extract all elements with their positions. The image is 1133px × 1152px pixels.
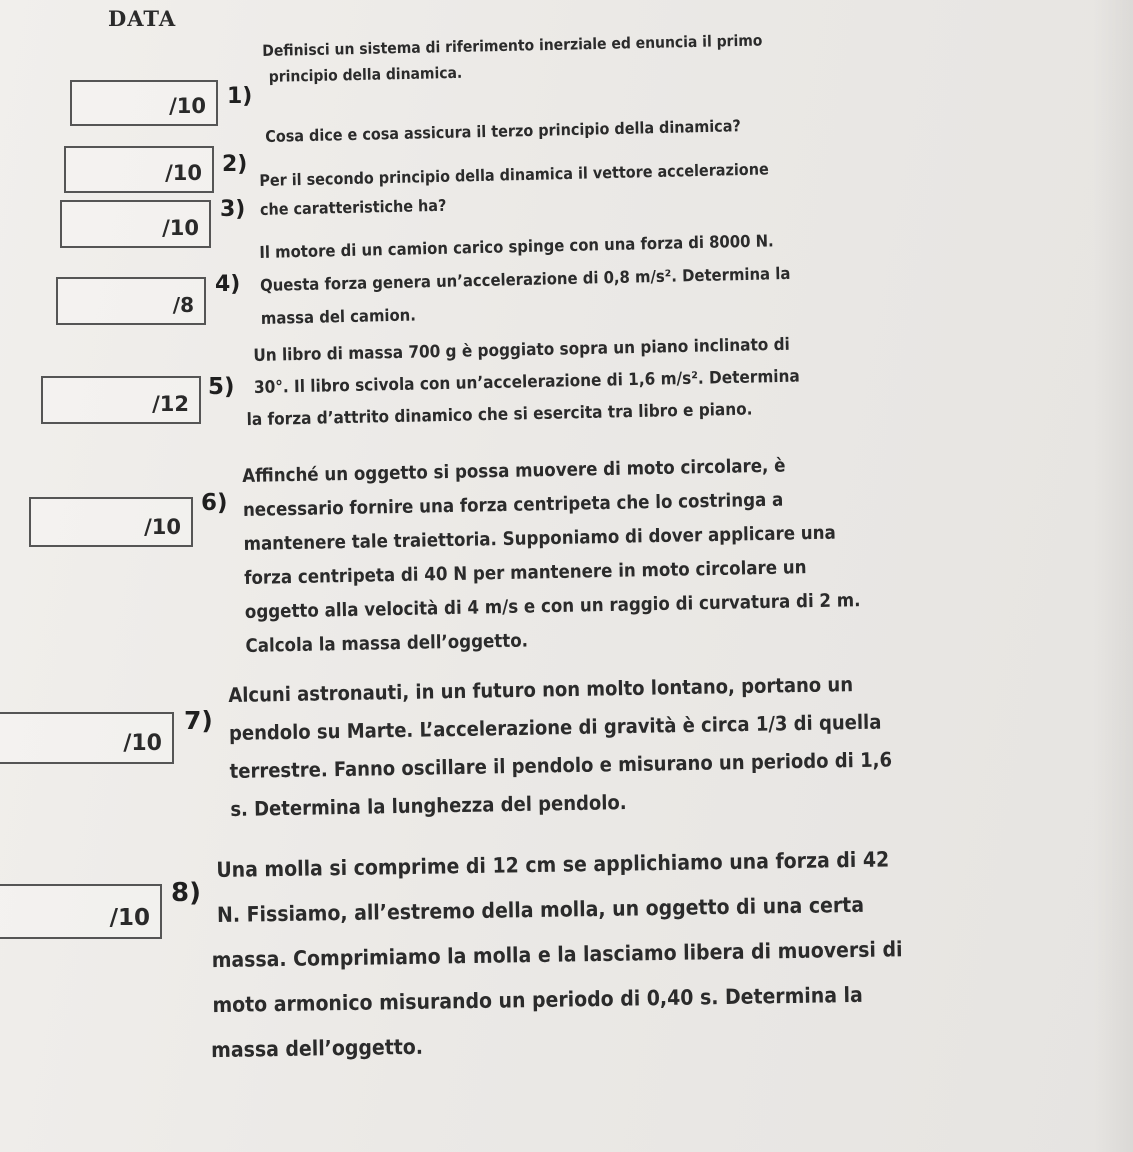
score-label-q3: /10	[162, 216, 199, 240]
q8-line-4: moto armonico misurando un periodo di 0,40 s. Determina la	[212, 982, 863, 1018]
question-text-q1	[262, 28, 763, 90]
q6-line-2: necessario fornire una forza centripeta che lo costringa a	[242, 489, 784, 521]
question-text-q7	[228, 664, 893, 828]
q5-line-2: 30°. Il libro scivola con un’accelerazione di 1,6 m/s². Determina	[253, 366, 800, 398]
score-box-q6[interactable]	[29, 497, 193, 547]
q6-line-3: mantenere tale traiettoria. Supponiamo di dover applicare una	[243, 522, 836, 555]
question-text-q8	[210, 837, 904, 1073]
q4-line-1: Il motore di un camion carico spinge con una forza di 8000 N.	[259, 231, 774, 262]
q6-line-4: forza centripeta di 40 N per mantenere in moto circolare un	[244, 557, 807, 589]
q2-line-1: Cosa dice e cosa assicura il terzo principio della dinamica?	[265, 116, 741, 146]
score-label-q6: /10	[144, 515, 181, 539]
question-number-q3: 3)	[220, 197, 246, 222]
score-label-q2: /10	[165, 161, 202, 185]
score-box-q4[interactable]	[56, 277, 206, 325]
score-box-q5[interactable]	[41, 376, 201, 424]
q1-line-1: Definisci un sistema di riferimento inerziale ed enuncia il primo	[262, 31, 763, 60]
q5-line-3: la forza d’attrito dinamico che si esercita tra libro e piano.	[246, 399, 753, 431]
q7-line-4: s. Determina la lunghezza del pendolo.	[230, 790, 627, 821]
question-number-q1: 1)	[227, 84, 253, 109]
score-label-q8: /10	[109, 905, 150, 931]
q6-line-5: oggetto alla velocità di 4 m/s e con un raggio di curvatura di 2 m.	[244, 590, 861, 623]
score-box-q2[interactable]	[64, 146, 214, 193]
question-text-q4	[259, 224, 791, 335]
q3-line-2: che caratteristiche ha?	[259, 195, 447, 219]
score-label-q1: /10	[169, 94, 206, 118]
score-label-q4: /8	[172, 293, 194, 317]
q4-line-2: Questa forza genera un’accelerazione di 0,8 m/s². Determina la	[259, 263, 791, 295]
question-number-q4: 4)	[215, 272, 241, 297]
q8-line-3: massa. Comprimiamo la molla e la lasciamo libera di muoversi di	[211, 937, 903, 973]
q7-line-2: pendolo su Marte. L’accelerazione di gravità è circa 1/3 di quella	[228, 709, 882, 745]
score-label-q5: /12	[152, 392, 189, 416]
question-text-q5	[246, 329, 801, 436]
question-text-q3	[259, 154, 770, 224]
q6-line-1: Affinché un oggetto si possa muovere di moto circolare, è	[242, 455, 786, 487]
q8-line-1: Una molla si comprime di 12 cm se applichiamo una forza di 42	[216, 847, 890, 882]
q4-line-3: massa del camion.	[260, 305, 417, 328]
question-number-q2: 2)	[222, 152, 248, 177]
q8-line-5: massa dell’oggetto.	[210, 1034, 424, 1063]
q3-line-1: Per il secondo principio della dinamica il vettore accelerazione	[259, 159, 769, 190]
question-text-q2	[265, 113, 741, 150]
q1-line-2: principio della dinamica.	[268, 63, 463, 86]
q6-line-6: Calcola la massa dell’oggetto.	[245, 630, 529, 657]
question-number-q6: 6)	[201, 490, 228, 516]
score-box-q3[interactable]	[60, 200, 211, 248]
question-text-q6	[242, 448, 861, 664]
question-number-q7: 7)	[184, 706, 213, 735]
q7-line-3: terrestre. Fanno oscillare il pendolo e misurano un periodo di 1,6	[229, 747, 893, 783]
score-label-q7: /10	[123, 731, 162, 756]
q7-line-1: Alcuni astronauti, in un futuro non molto lontano, portano un	[228, 672, 854, 707]
score-box-q1[interactable]	[70, 80, 218, 126]
question-number-q5: 5)	[208, 374, 235, 400]
question-number-q8: 8)	[171, 878, 201, 908]
score-box-q8[interactable]	[0, 884, 162, 939]
paper-shadow	[1093, 0, 1133, 1152]
score-box-q7[interactable]	[0, 712, 174, 764]
q5-line-1: Un libro di massa 700 g è poggiato sopra un piano inclinato di	[253, 334, 791, 366]
date-header: DATA	[108, 6, 177, 31]
q8-line-2: N. Fissiamo, all’estremo della molla, un oggetto di una certa	[216, 892, 865, 927]
